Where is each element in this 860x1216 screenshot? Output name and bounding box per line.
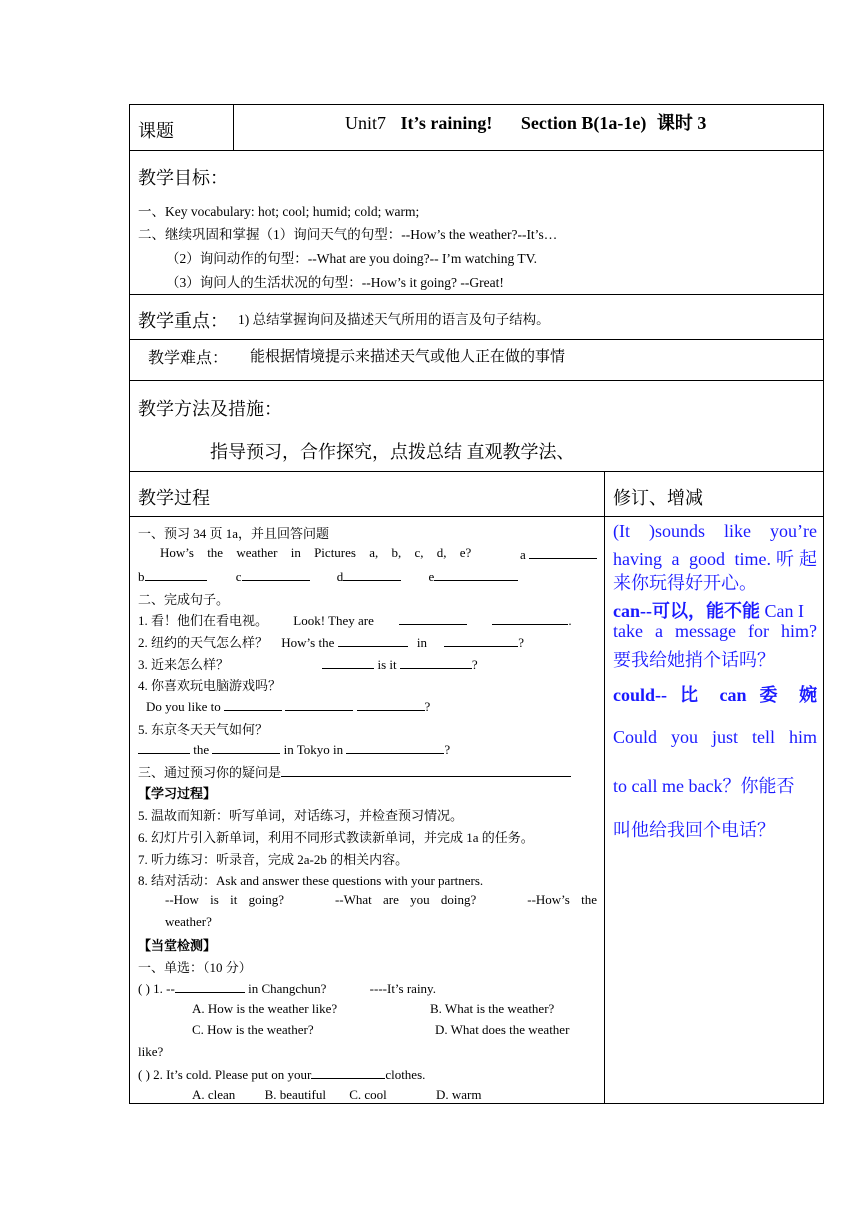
goals-heading: 教学目标： [138,168,228,188]
q1: 1. 看！他们在看电视。 Look! They are . [138,613,572,628]
goals-row [129,150,824,295]
q4-en: Do you like to ? [146,699,431,714]
goals-line-3: （2）询问动作的句型：--What are you doing?-- I’m watching TV. [166,251,538,266]
note-2c: 要我给她捎个话吗？ [613,650,775,670]
mc1-option-b: B. What is the weather? [430,1001,555,1016]
s1-answers: b c d e [138,567,518,585]
keypoint-heading: 教学重点： [138,311,228,331]
process-body-left [130,517,605,1103]
goals-line-2: 二、继续巩固和掌握（1）询问天气的句型：--How’s the weather?--It’s… [138,227,558,242]
process-header-left [130,472,605,516]
difficulty-row [129,339,824,381]
goals-line-1: 一、Key vocabulary: hot; cool; humid; cold; warm; [138,204,420,219]
test-title: 【当堂检测】 [138,938,217,953]
q5-en: the in Tokyo in ? [138,740,450,758]
q2: 2. 纽约的天气怎么样？ How’s the in ? [138,635,525,650]
mc1-option-d-cont: like? [138,1044,164,1059]
s1-title: 一、预习 34 页 1a，并且回答问题 [138,526,330,541]
title-label-cell [130,105,234,150]
mc2-options: A. clean B. beautiful C. cool D. warm [192,1087,482,1102]
mc1-option-a: A. How is the weather like? [192,1001,338,1016]
note-1c: 来你玩得好开心。 [613,573,757,593]
note-4: Could you just tell him [613,727,817,747]
learn-8-weather: weather? [165,914,212,929]
methods-row [129,380,824,472]
notes-heading: 修订、增减 [613,488,703,508]
process-body-row [129,516,824,1104]
difficulty-text: 能根据情境提示来描述天气或他人正在做的事情 [250,349,566,365]
note-1a: (It )sounds like you’re [613,521,817,541]
difficulty-heading: 教学难点： [148,350,229,367]
q5-cn: 5. 东京冬天天气如何？ [138,722,269,737]
title-label: 课题 [138,121,174,141]
methods-heading: 教学方法及措施： [138,399,282,419]
lesson-title: Unit7 It’s raining! Section B(1a-1e) 课时 3 [345,113,707,133]
note-2a: can--可以，能不能 Can I [613,601,804,621]
title-cell [234,105,823,150]
q4-cn: 4. 你喜欢玩电脑游戏吗？ [138,678,282,693]
learn-6: 6. 幻灯片引入新单词，利用不同形式教读新单词，并完成 1a 的任务。 [138,830,534,845]
learn-title: 【学习过程】 [138,786,217,801]
q3: 3. 近来怎么样？ is it ? [138,657,478,672]
goals-line-4: （3）询问人的生活状况的句型：--How’s it going? --Great! [166,275,504,290]
process-body-notes [605,517,823,1103]
note-1b: having a good time.听起 [613,549,817,569]
process-header-row [129,471,824,517]
note-3: could-- 比 can 委 婉 [613,685,817,705]
s3-title: 三、通过预习你的疑问是 [138,762,571,781]
title-row [129,104,824,151]
learn-8-questions: --How is it going? --What are you doing? --How’s the [165,892,597,907]
note-5: to call me back？你能否 [613,776,795,796]
learn-5: 5. 温故而知新：听写单词，对话练习，并检查预习情况。 [138,808,464,823]
mc1-stem: ( ) 1. -- in Changchun? ----It’s rainy. [138,981,436,996]
keypoint-text: 1) 总结掌握询问及描述天气所用的语言及句子结构。 [238,312,550,327]
s1-question: How’s the weather in Pictures a, b, c, d, e? a [160,545,597,563]
mc2-stem: ( ) 2. It’s cold. Please put on your clothes. [138,1067,426,1082]
process-header-right [605,472,823,516]
learn-8: 8. 结对活动：Ask and answer these questions with your partners. [138,873,484,888]
mc1-option-c: C. How is the weather? [192,1022,314,1037]
mc1-option-d: D. What does the weather [435,1022,570,1037]
note-6: 叫他给我回个电话？ [613,820,775,840]
keypoint-row [129,294,824,340]
mc-title: 一、单选：（10 分） [138,960,252,975]
methods-text: 指导预习，合作探究，点拨总结 直观教学法、 [210,442,575,462]
note-2b: take a message for him? [613,621,817,641]
process-heading: 教学过程 [138,488,210,508]
learn-7: 7. 听力练习：听录音，完成 2a-2b 的相关内容。 [138,852,409,867]
s2-title: 二、完成句子。 [138,592,230,607]
